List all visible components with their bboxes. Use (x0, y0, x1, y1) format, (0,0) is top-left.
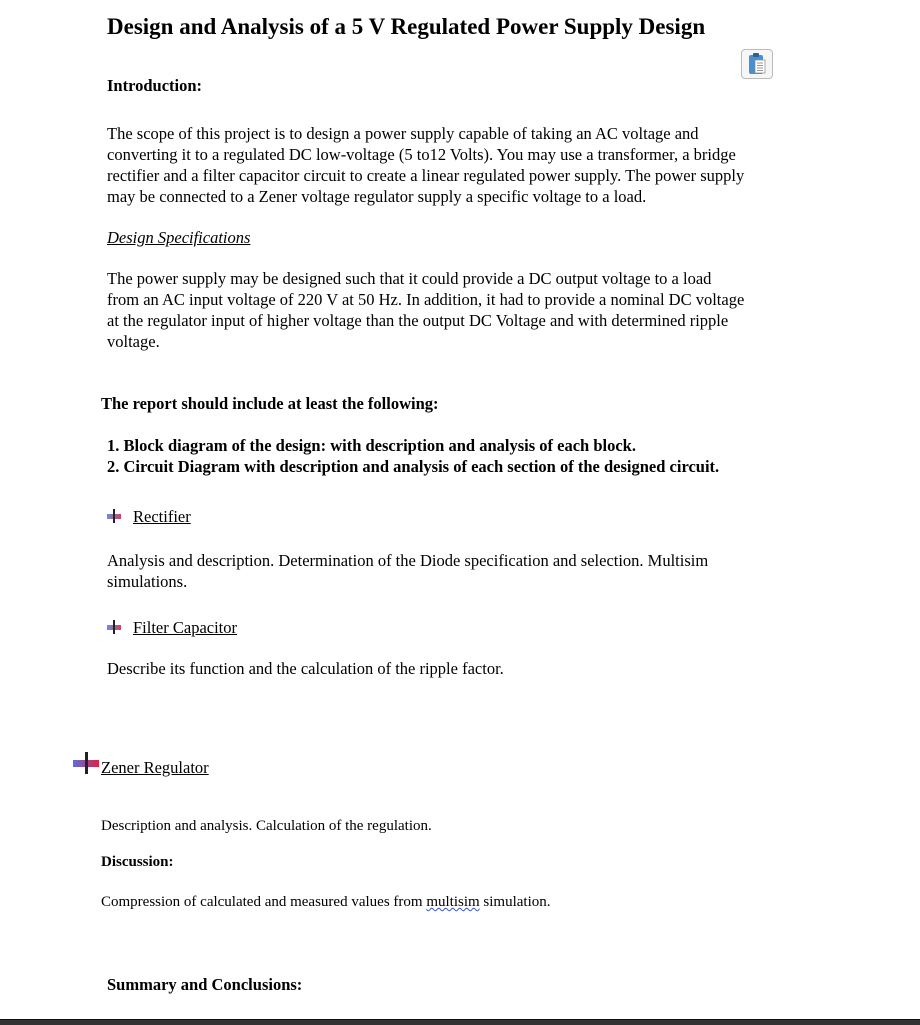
arrow-bullet-icon (73, 752, 99, 774)
arrow-bullet-icon (107, 509, 121, 523)
bottom-bar (0, 1019, 920, 1025)
report-heading: The report should include at least the following: (101, 394, 439, 413)
introduction-heading: Introduction: (107, 76, 203, 95)
introduction-paragraph: The scope of this project is to design a power supply capable of taking an AC voltage and converting it to a regulated DC low-voltage (5 to12 Volts). You may use a transformer, a bridge rectifier and a filter capacitor circuit to create a linear regulated power supply. The power supply may be connected to a Zener voltage regulator supply a specific voltage to a load. (107, 124, 745, 206)
clipboard-icon[interactable] (741, 49, 773, 79)
report-item-1: 1. Block diagram of the design: with description and analysis of each block. (107, 436, 636, 455)
misspelled-word[interactable]: multisim (426, 894, 480, 910)
filter-paragraph: Describe its function and the calculation of the ripple factor. (107, 659, 504, 678)
report-item-2: 2. Circuit Diagram with description and analysis of each section of the designed circuit. (107, 457, 720, 476)
summary-heading: Summary and Conclusions: (107, 975, 303, 994)
rectifier-paragraph: Analysis and description. Determination of the Diode specification and selection. Multisim simulations. (107, 551, 709, 591)
zener-regulator-heading: Zener Regulator (73, 752, 209, 778)
zener-paragraph: Description and analysis. Calculation of the regulation. (101, 818, 432, 834)
arrow-bullet-icon (107, 620, 121, 634)
discussion-heading: Discussion: (101, 854, 174, 870)
rectifier-heading: Rectifier (107, 506, 191, 527)
filter-capacitor-heading: Filter Capacitor (107, 617, 237, 638)
design-specifications-heading: Design Specifications (107, 228, 251, 247)
discussion-paragraph: Compression of calculated and measured values from multisim simulation. (101, 894, 551, 910)
document-title: Design and Analysis of a 5 V Regulated Power Supply Design (107, 14, 706, 39)
specifications-paragraph: The power supply may be designed such that it could provide a DC output voltage to a load from an AC input voltage of 220 V at 50 Hz. In addition, it had to provide a nominal DC voltage at the regulator input of higher voltage than the output DC Voltage and with determined ripple voltage. (107, 269, 745, 351)
